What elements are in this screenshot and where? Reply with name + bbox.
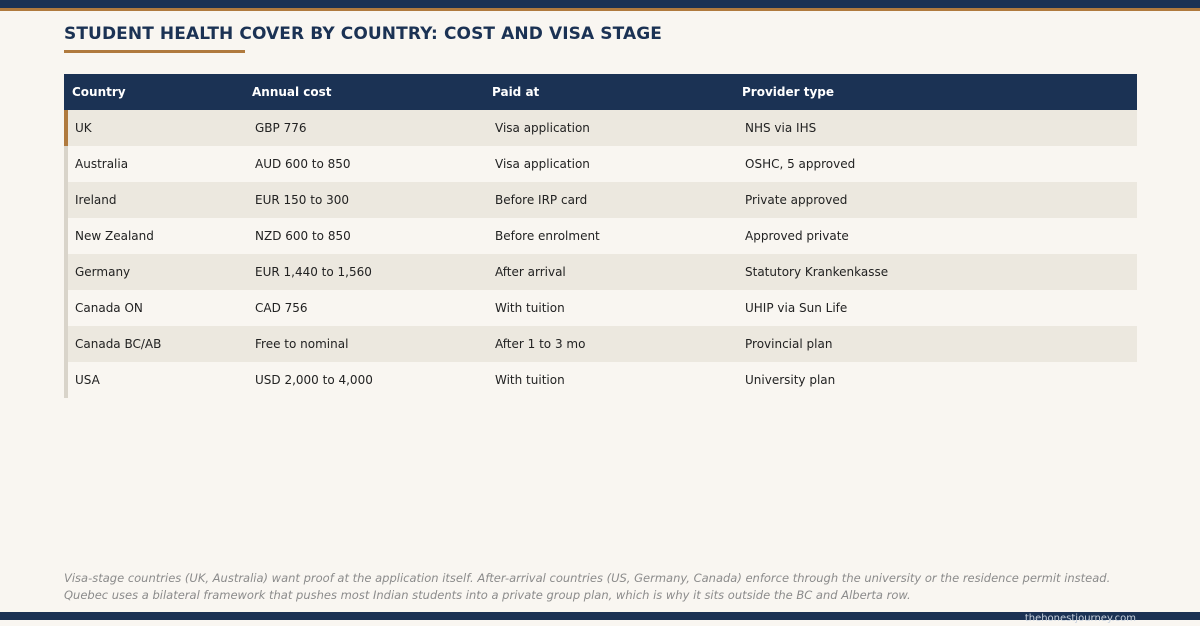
column-header-annual-cost: Annual cost — [252, 85, 332, 99]
top-gold-stripe — [0, 8, 1200, 11]
table-row — [64, 182, 1137, 218]
bottom-accent-bar — [0, 612, 1200, 620]
cell-paid-at: Before IRP card — [495, 193, 588, 207]
row-accent — [64, 218, 68, 254]
cell-annual-cost: USD 2,000 to 4,000 — [255, 373, 373, 387]
page-title: STUDENT HEALTH COVER BY COUNTRY: COST AND VISA STAGE — [64, 24, 662, 44]
column-header-paid-at: Paid at — [492, 85, 540, 99]
cell-country: UK — [75, 121, 92, 135]
table-row — [64, 362, 1137, 398]
cell-paid-at: Visa application — [495, 157, 590, 171]
cell-country: Ireland — [75, 193, 117, 207]
row-accent — [64, 290, 68, 326]
cell-paid-at: With tuition — [495, 373, 565, 387]
cell-annual-cost: AUD 600 to 850 — [255, 157, 351, 171]
cell-country: Australia — [75, 157, 129, 171]
column-header-country: Country — [72, 85, 126, 99]
cell-provider-type: UHIP via Sun Life — [745, 301, 848, 315]
cell-annual-cost: CAD 756 — [255, 301, 308, 315]
row-accent — [64, 254, 68, 290]
table-row — [64, 290, 1137, 326]
table-header — [64, 74, 1137, 110]
cell-annual-cost: EUR 150 to 300 — [255, 193, 350, 207]
row-accent — [64, 182, 68, 218]
table-row — [64, 146, 1137, 182]
cell-paid-at: After 1 to 3 mo — [495, 337, 586, 351]
cell-paid-at: Visa application — [495, 121, 590, 135]
row-accent — [64, 110, 68, 146]
cell-country: USA — [75, 373, 100, 387]
row-accent — [64, 362, 68, 398]
health-cover-table — [64, 74, 1137, 398]
cell-provider-type: University plan — [745, 373, 836, 387]
source-credit: thehonestjourney.com — [1024, 613, 1136, 624]
table-row — [64, 218, 1137, 254]
table-row — [64, 110, 1137, 146]
cell-annual-cost: EUR 1,440 to 1,560 — [255, 265, 372, 279]
cell-provider-type: Provincial plan — [745, 337, 833, 351]
cell-annual-cost: GBP 776 — [255, 121, 307, 135]
cell-country: New Zealand — [75, 229, 154, 243]
column-header-provider-type: Provider type — [742, 85, 835, 99]
cell-annual-cost: NZD 600 to 850 — [255, 229, 351, 243]
cell-provider-type: NHS via IHS — [745, 121, 817, 135]
cell-paid-at: Before enrolment — [495, 229, 600, 243]
cell-annual-cost: Free to nominal — [255, 337, 349, 351]
cell-country: Germany — [75, 265, 131, 279]
cell-provider-type: OSHC, 5 approved — [745, 157, 856, 171]
cell-country: Canada ON — [75, 301, 143, 315]
top-accent-bar — [0, 0, 1200, 8]
table-row — [64, 326, 1137, 362]
cell-provider-type: Approved private — [745, 229, 849, 243]
table-row — [64, 254, 1137, 290]
row-accent — [64, 146, 68, 182]
cell-country: Canada BC/AB — [75, 337, 162, 351]
cell-provider-type: Private approved — [745, 193, 848, 207]
cell-provider-type: Statutory Krankenkasse — [745, 265, 889, 279]
footnote: Visa-stage countries (UK, Australia) want proof at the application itself. After-arrival countries (US, Germany, Canada) enforce through the university or the residence permit instead. Quebec uses a bilateral framework that pushes most Indian students into a private group plan, which is why it sits outside the BC and Alberta row. — [64, 571, 1111, 602]
cell-paid-at: After arrival — [495, 265, 566, 279]
row-accent — [64, 326, 68, 362]
cell-paid-at: With tuition — [495, 301, 565, 315]
title-underline — [64, 50, 245, 53]
